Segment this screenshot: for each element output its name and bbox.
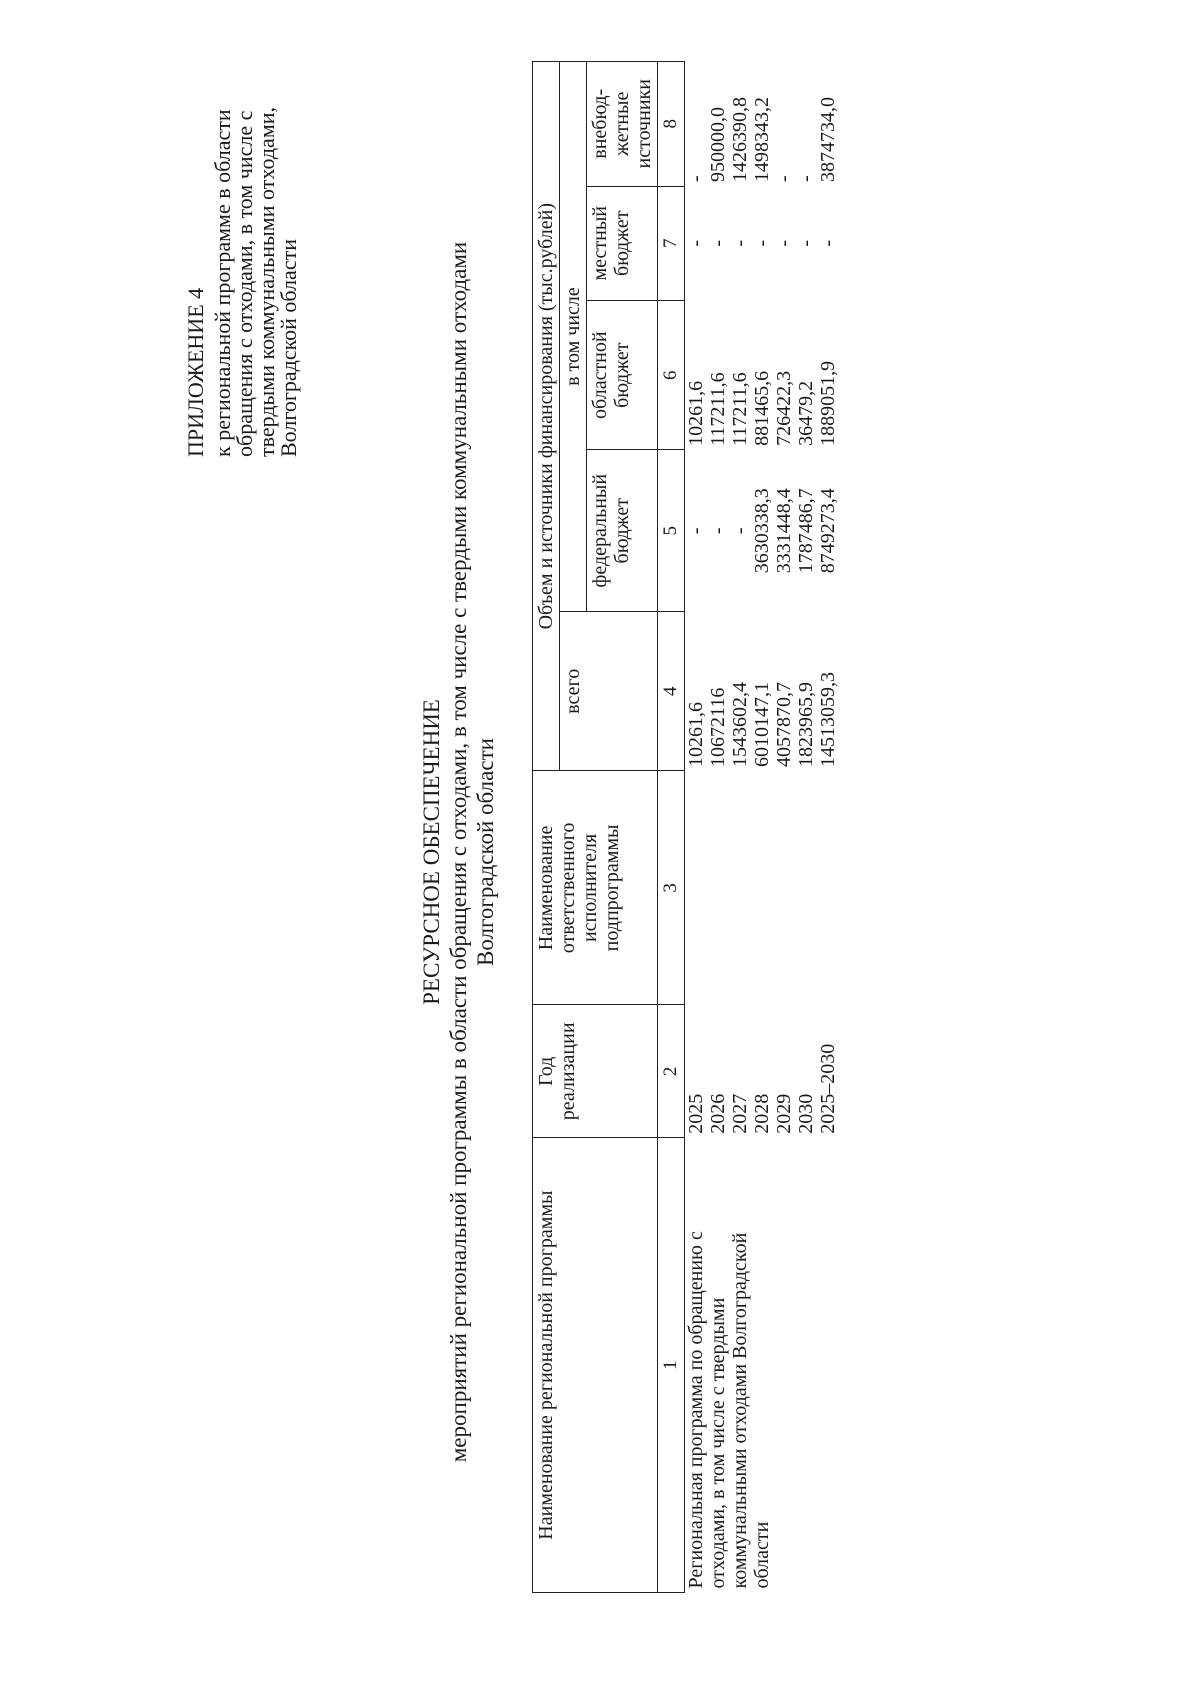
text-line: отходами, в том числе с твердыми: [707, 1297, 729, 1589]
header-regional: областной бюджет: [587, 301, 658, 450]
column-number: 8: [658, 62, 685, 187]
regional-value: 36479,2: [795, 380, 817, 446]
extrabudgetary-value: 950000,0: [707, 107, 729, 183]
program-name-lines: [685, 1142, 773, 1589]
header-total: всего: [560, 612, 658, 771]
year-value: 2029: [773, 1093, 795, 1134]
text-line: к региональной программе в области: [210, 109, 235, 457]
document-title-block: [418, 187, 499, 1517]
extrabudgetary-cell: [685, 62, 840, 187]
federal-value: 8749273,4: [817, 488, 839, 574]
extrabudgetary-value: 1498343,2: [751, 97, 773, 183]
text-line: Волгоградской области: [276, 239, 301, 457]
regional-value: 117211,6: [729, 372, 751, 446]
local-cell: [685, 186, 840, 301]
total-value: 6010147,1: [751, 681, 773, 767]
column-number: 5: [658, 450, 685, 612]
regional-value: 1889051,9: [817, 360, 839, 446]
regional-cell: [685, 301, 840, 450]
local-value: -: [751, 239, 773, 247]
column-number: 3: [658, 771, 685, 1005]
header-federal: федеральный бюджет: [587, 450, 658, 612]
appendix-block: [182, 17, 301, 457]
local-value: -: [707, 239, 729, 247]
document-title: РЕСУРСНОЕ ОБЕСПЕЧЕНИЕ: [419, 699, 444, 1005]
text-line: коммунальными отходами Волгоградской: [729, 1232, 751, 1589]
year-value: 2025: [685, 1093, 707, 1134]
extrabudgetary-value: 3874734,0: [817, 97, 839, 183]
column-number: 7: [658, 186, 685, 301]
table-header: [533, 62, 685, 1593]
resource-table: [532, 61, 839, 1593]
column-number: 6: [658, 301, 685, 450]
regional-value: 10261,6: [685, 380, 707, 446]
federal-value: -: [685, 527, 707, 535]
header-year: Год реализации: [533, 1005, 658, 1138]
local-value: -: [685, 239, 707, 247]
column-number: 4: [658, 612, 685, 771]
header-executor: Наименование ответственного исполнителя подпрограммы: [533, 771, 658, 1005]
total-value: 1823965,9: [795, 681, 817, 767]
table-body: [685, 62, 840, 1593]
extrabudgetary-value: -: [685, 175, 707, 183]
local-value: -: [795, 239, 817, 247]
year-value: 2025–2030: [817, 1043, 839, 1134]
header-local: местный бюджет: [587, 186, 658, 301]
regional-value: 726422,3: [773, 370, 795, 446]
text-line: твердыми коммунальными отходами,: [254, 106, 279, 457]
header-extrabudgetary: внебюд-жетные источники: [587, 62, 658, 187]
local-value: -: [773, 239, 795, 247]
text-line: области: [751, 1521, 773, 1589]
year-value: 2030: [795, 1093, 817, 1134]
program-name-cell: [685, 1138, 840, 1593]
federal-cell: [685, 450, 840, 612]
federal-value: 1787486,7: [795, 488, 817, 574]
total-value: 4057870,7: [773, 681, 795, 767]
column-number-row: [658, 62, 685, 1593]
year-value: 2027: [729, 1093, 751, 1134]
appendix-lines: [209, 17, 301, 457]
header-program-name: Наименование региональной программы: [533, 1138, 658, 1593]
total-cell: [685, 612, 840, 771]
total-value: 10261,6: [685, 701, 707, 767]
total-value: 10672116: [707, 687, 729, 767]
header-funding: Объем и источники финансирования (тыс.рублей): [533, 62, 560, 771]
local-value: -: [817, 239, 839, 247]
federal-value: -: [707, 527, 729, 535]
text-line: обращения с отходами, в том числе с: [232, 110, 257, 457]
regional-value: 117211,6: [707, 372, 729, 446]
year-value: 2026: [707, 1093, 729, 1134]
extrabudgetary-value: 1426390,8: [729, 97, 751, 183]
year-value: 2028: [751, 1093, 773, 1134]
extrabudgetary-value: -: [795, 175, 817, 183]
executor-cell: [685, 771, 840, 1005]
text-line: Региональная программа по обращению с: [685, 1231, 707, 1589]
federal-value: -: [729, 527, 751, 535]
federal-value: 3331448,4: [773, 488, 795, 574]
year-cell: [685, 1005, 840, 1138]
document-subtitle: мероприятий региональной программы в области обращения с отходами, в том числе с твердыми коммунальными отходами Волгоградской области: [446, 241, 498, 1463]
table-row: [685, 62, 840, 1593]
local-value: -: [729, 239, 751, 247]
federal-value: 3630338,3: [751, 488, 773, 574]
regional-value: 881465,6: [751, 370, 773, 446]
total-value: 14513059,3: [817, 671, 839, 767]
total-value: 1543602,4: [729, 681, 751, 767]
appendix-heading: ПРИЛОЖЕНИЕ 4: [183, 287, 208, 457]
column-number: 2: [658, 1005, 685, 1138]
extrabudgetary-value: -: [773, 175, 795, 183]
column-number: 1: [658, 1138, 685, 1593]
header-including: в том числе: [560, 62, 587, 612]
